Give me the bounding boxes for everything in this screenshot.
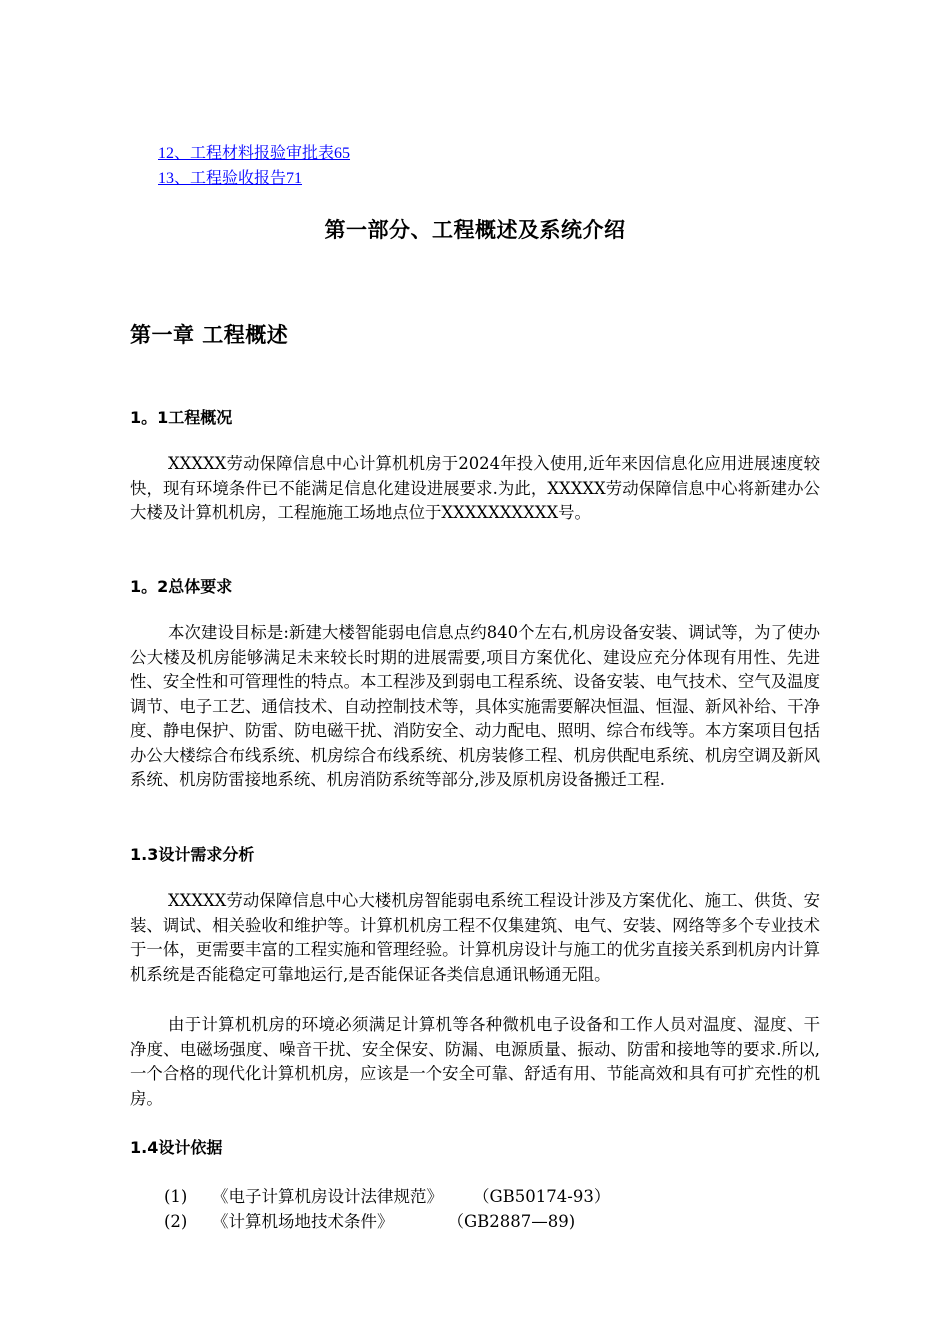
reference-code: （GB2887—89) bbox=[447, 1212, 576, 1231]
toc-link-materials-approval[interactable]: 12、工程材料报验审批表65 bbox=[158, 145, 351, 162]
reference-name: 《计算机场地技术条件》 bbox=[212, 1212, 394, 1231]
section-heading-1-4: 1.4设计依据 bbox=[130, 1138, 223, 1157]
section-heading-1-1: 1。1工程概况 bbox=[130, 408, 233, 427]
section-heading-1-2: 1。2总体要求 bbox=[130, 577, 233, 596]
paragraph-1-3-a: XXXXX劳动保障信息中心大楼机房智能弱电系统工程设计涉及方案优化、施工、供货、安装、调试、相关验收和维护等。计算机机房工程不仅集建筑、电气、安装、网络等多个专业技术于一体，更需要丰富的工程实施和管理经验。计算机房设计与施工的优劣直接关系到机房内计算机系统是否能稳定可靠地运行,是否能保证各类信息通讯畅通无阻。 bbox=[130, 891, 820, 984]
reference-code: （GB50174-93） bbox=[473, 1187, 611, 1206]
reference-item bbox=[164, 1208, 575, 1232]
reference-item bbox=[164, 1183, 610, 1207]
paragraph-1-3-b: 由于计算机机房的环境必须满足计算机等各种微机电子设备和工作人员对温度、湿度、干净度、电磁场强度、噪音干扰、安全保安、防漏、电源质量、振动、防雷和接地等的要求.所以,一个合格的现代化计算机机房，应该是一个安全可靠、舒适有用、节能高效和具有可扩充性的机房。 bbox=[130, 1015, 820, 1108]
part-title: 第一部分、工程概述及系统介绍 bbox=[324, 218, 626, 242]
section-heading-1-3: 1.3设计需求分析 bbox=[130, 845, 255, 864]
toc-link-acceptance-report[interactable]: 13、工程验收报告71 bbox=[158, 170, 303, 187]
paragraph-1-2: 本次建设目标是:新建大楼智能弱电信息点约840个左右,机房设备安装、调试等，为了使办公大楼及机房能够满足未来较长时期的进展需要,项目方案优化、建设应充分体现有用性、先进性、安全性和可管理性的特点。本工程涉及到弱电工程系统、设备安装、电气技术、空气及温度调节、电子工艺、通信技术、自动控制技术等，具体实施需要解决恒温、恒湿、新风补给、干净度、静电保护、防雷、防电磁干扰、消防安全、动力配电、照明、综合布线等。本方案项目包括办公大楼综合布线系统、机房综合布线系统、机房装修工程、机房供配电系统、机房空调及新风系统、机房防雷接地系统、机房消防系统等部分,涉及原机房设备搬迁工程. bbox=[130, 623, 820, 789]
reference-name: 《电子计算机房设计法律规范》 bbox=[212, 1187, 443, 1206]
reference-number: (2) bbox=[164, 1212, 188, 1231]
paragraph-1-1: XXXXX劳动保障信息中心计算机机房于2024年投入使用,近年来因信息化应用进展速度较快，现有环境条件已不能满足信息化建设进展要求.为此，XXXXX劳动保障信息中心将新建办公大楼及计算机机房，工程施施工场地点位于XXXXXXXXXX号。 bbox=[130, 454, 820, 522]
reference-number: (1) bbox=[164, 1187, 188, 1206]
chapter-title: 第一章 工程概述 bbox=[130, 323, 289, 347]
